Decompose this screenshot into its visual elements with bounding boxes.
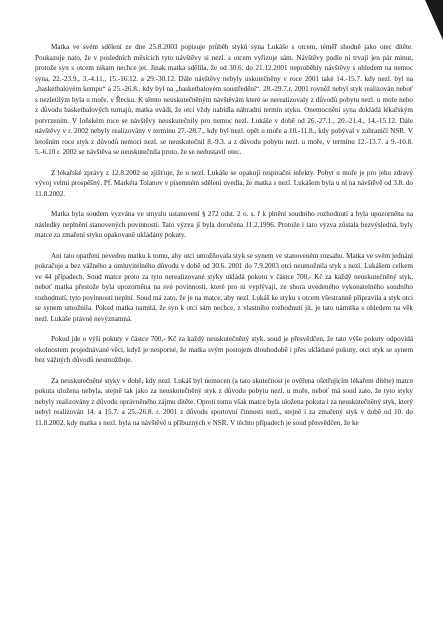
paragraph-fines-imposed: Ani tato opatření nevedou matku k tomu, aby otci umožňovala styk se synem ve stanoveném rozsahu. Matka ve svém jednání pokračuje a bez vážného a omluvitelného důvodu v době od 30.6. 2001 do 7.9.2003 otci neumožnila styk s nezl. Lukášem celkem ve 44 případech. Soud matce proto za tyto nerealizované styky ukládá pokutu v částce 700,- Kč za každý neuskutečněný styk, neboť matka přestože byla upozorněna na své povinnosti, které pro ni vyplývají, ze shora uvedeného vykonatelného soudního rozhodnutí, tyto povinnosti neplní. Soud má zato, že je na matce, aby nezl. Lukáš ke styku s otcem všestranně připravila a styk otci se synem umožnila. Pokud matka namítá, že syn k otci sám nechce, z vlastního rozhodnutí jít, je tato námitka s ohledem na věk nezl. Lukáše právně nevýznamná. [35,251,413,323]
document-body [35,42,413,438]
paragraph-fine-amount: Pokud jde o výši pokuty v částce 700,- Kč za každý neuskutečněný styk, soud je přesvědčen, že tato výše pokuty odpovídá okolnostem projednávané věci, když je nesporné, že matka svým postojem dlouhodobě i přes ukládané pokuty, otci styk se synem bez vážných důvodů neumožňuje. [35,335,413,364]
paragraph-court-summons: Matka byla soudem vyzvána ve smyslu ustanovení § 272 odst. 2 o. s. ř k plnění soudního rozhodnutí a byla upozorněna na následky neplnění stanovených povinností. Tato výzva jí byla doručena 11.2.1996. Protože i tato výzva zůstala bezvýsledná, byly matce za zmaření styku opakovaně ukládány pokuty. [35,210,413,239]
paragraph-medical-report: Z lékařské zprávy z 12.8.2002 se zjišťuje, že u nezl. Lukáše se opakují respirační infekty. Pobyt u moře je pro jeho zdravý vývoj velmi prospěšný. Pf. Markéta Tolanov v písemném sdělení uvedla, že matka s nezl. Lukášem byla u ní na návštěvě od 3.8. do 11.8.2002. [35,168,413,198]
paragraph-unrealized-visits: Za neuskutečněné styky v době, kdy nezl. Lukáš byl nemocen (a tato skutečnost je ověřena ošetřujícím lékařem dítěte) matce pokuta uložena nebyla, stejně tak jako za neuskutečněný styk z důvodu pobytu nezl. u moře, neboť má soud zato, že tyto styky nebyly realizovány z důvodu oprávněného zájmu dítěte. Oproti tomu však matce byla uložena pokuta i za neuskutečněný styk, který nebyl realizován 14. a 15.7. a 25.-26.8. r. 2001 z důvodu sportovní činnosti nezl., stejně i za zmařený styk v době od 10. do 11.8.2002, kdy matka s nezl. byla na návštěvě u příbuzných v NSR. V těchto případech je soud přesvědčen, že ke [35,376,413,427]
paragraph-visitation-history: Matka ve svém sdělení ze dne 25.8.2003 popisuje průběh styků syna Lukáše s otcem, téměř shodně jako otec dítěte. Poukazuje nato, že v posledních měsících tyto návštěvy si nezl. s otcem vyřizuje sám. Návštěvy podle ní trvají jen pár minut, protože syn s otcem nikam nechce jet. Jinak matka sdělila, že od 30.6. do 21.12.2001 neproběhly návštěvy s ohledem na nemoc syna, 22.-23.9., 3.-4.11., 15.-16.12. a 29.-30.12. Dále návštěvy nebyly uskutečněny v roce 2001 také 14.-15.7. kdy nezl. byl na „basketbalovém kempu“ a 25.-26.8.. kdy byl na „basketbalovém soustředění“. 28.-29.7.r. 2001 rovněž nebyl styk realizován neboť s nezletilým byla u moře, v Řecku. K těmto neuskutečněným návštěvám které se nerealizovaly z důvodů pobytu nezl. u moře nebo z důvodu basketbalových turnajů, matka uvádí, že otci vždy nabídla náhradní termín styku. Onemocnění syna dokládá lékařským potvrzením. V loňském roce se návštěvy neuskutečnily pro nemoc nezl. Lukáše v době od 26.-27.1., 20.-21.4., 14.-15.12. Dále návštěvy v r. 2002 nebyly realizovány v termínu 27.-28.7., kdy byl nezl. opět u moře a 10.-11.8., kdy pobýval v zahraničí NSR. V letošním roce styk z důvodů nemoci nezl. se neuskutečnil 8.-9.3. a z důvodu pobytu nezl. u moře, v termínu 12.-13.7. a 9.-10.8. 5.-6.10 r. 2002 se návštěva se neuskutečnila proto, že se nedostavil otec. [35,43,413,156]
corner-tab-mark [421,0,443,40]
